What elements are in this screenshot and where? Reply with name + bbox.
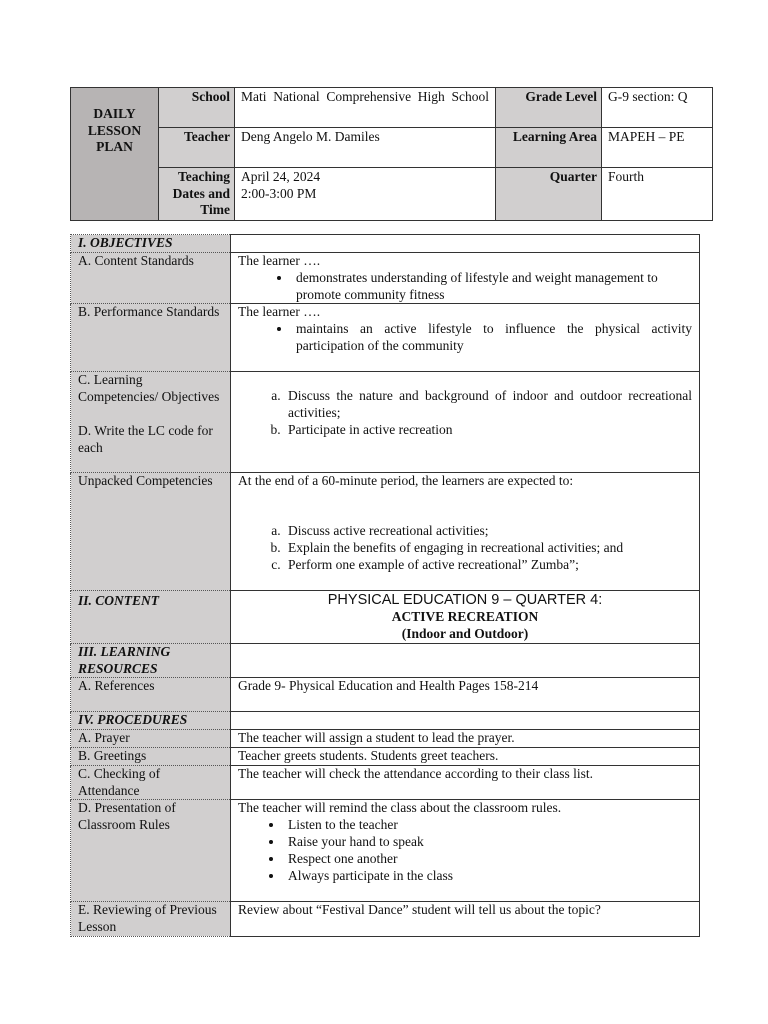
classroom-rules-label: D. Presentation of Classroom Rules [71, 800, 231, 902]
review-label: E. Reviewing of Previous Lesson [71, 902, 231, 937]
teaching-dates-label: Teaching Dates and Time [159, 168, 235, 221]
classroom-rule-item: • Listen to the teacher [284, 817, 692, 834]
greetings-value: Teacher greets students. Students greet teachers. [231, 747, 700, 765]
content-cell [231, 591, 700, 643]
content-standards-label: A. Content Standards [71, 253, 231, 304]
classroom-rule-item: • Raise your hand to speak [284, 834, 692, 851]
attendance-value: The teacher will check the attendance according to their class list. [231, 765, 700, 800]
unpacked-item: b. Explain the benefits of engaging in recreational activities; and [284, 540, 692, 557]
quarter-label: Quarter [496, 168, 602, 221]
classroom-rule-item: • Respect one another [284, 851, 692, 868]
prayer-label: A. Prayer [71, 730, 231, 748]
grade-level-value: G-9 section: Q [602, 88, 713, 128]
content-standards-intro: The learner …. [238, 253, 321, 268]
performance-standards-intro: The learner …. [238, 304, 321, 320]
teaching-dates-value [235, 168, 496, 221]
lesson-plan-title: DAILY LESSON PLAN [71, 88, 159, 221]
procedures-heading-cell [231, 712, 700, 730]
unpacked-item: c. Perform one example of active recreational” Zumba”; [284, 557, 692, 574]
performance-standards-bullet: • maintains an active lifestyle to influence the physical activity participation of the community [292, 321, 692, 355]
unpacked-item: a. Discuss active recreational activities; [284, 523, 692, 540]
procedures-heading: IV. PROCEDURES [71, 712, 231, 730]
lesson-plan-table [70, 234, 700, 937]
content-subject-line: PHYSICAL EDUCATION 9 – QUARTER 4: [327, 592, 603, 609]
unpacked-competencies-cell [231, 473, 700, 591]
classroom-rules-cell [231, 800, 700, 902]
content-topic-line: ACTIVE RECREATION [391, 609, 539, 625]
greetings-label: B. Greetings [71, 747, 231, 765]
teacher-value: Deng Angelo M. Damiles [235, 128, 496, 168]
classroom-rule-item: • Always participate in the class [284, 868, 692, 885]
prayer-value: The teacher will assign a student to lead the prayer. [231, 730, 700, 748]
references-label: A. References [71, 678, 231, 712]
learning-resources-heading-cell [231, 643, 700, 678]
competency-item: a. Discuss the nature and background of indoor and outdoor recreational activities; [284, 388, 692, 422]
unpacked-competencies-label: Unpacked Competencies [71, 473, 231, 591]
attendance-label: C. Checking of Attendance [71, 765, 231, 800]
teaching-date: April 24, 2024 [241, 169, 321, 184]
references-value: Grade 9- Physical Education and Health Pages 158-214 [231, 678, 700, 712]
review-value: Review about “Festival Dance” student will tell us about the topic? [231, 902, 700, 937]
content-heading: II. CONTENT [71, 591, 231, 643]
lc-code-label: D. Write the LC code for each [78, 422, 213, 455]
learning-resources-heading: III. LEARNING RESOURCES [71, 643, 231, 678]
grade-level-label: Grade Level [496, 88, 602, 128]
objectives-heading-cell [231, 235, 700, 253]
teaching-time: 2:00-3:00 PM [241, 185, 317, 201]
learning-area-label: Learning Area [496, 128, 602, 168]
learning-competencies-label: C. Learning Competencies/ Objectives [78, 372, 220, 405]
quarter-value: Fourth [602, 168, 713, 221]
header-table [70, 87, 713, 221]
content-subtopic-line: (Indoor and Outdoor) [401, 625, 529, 641]
objectives-heading: I. OBJECTIVES [71, 235, 231, 253]
content-standards-cell [231, 253, 700, 304]
content-standards-bullet: • demonstrates understanding of lifestyle and weight management to promote community fitness [292, 270, 692, 304]
performance-standards-cell [231, 304, 700, 372]
school-value: Mati National Comprehensive High School [235, 88, 496, 128]
unpacked-intro: At the end of a 60-minute period, the learners are expected to: [238, 473, 574, 489]
learning-area-value: MAPEH – PE [602, 128, 713, 168]
classroom-rules-intro: The teacher will remind the class about the classroom rules. [238, 800, 562, 816]
competencies-cell [231, 372, 700, 473]
performance-standards-label: B. Performance Standards [71, 304, 231, 372]
school-label: School [159, 88, 235, 128]
competency-item: b. Participate in active recreation [284, 422, 692, 439]
teacher-label: Teacher [159, 128, 235, 168]
competencies-label-cell [71, 372, 231, 473]
